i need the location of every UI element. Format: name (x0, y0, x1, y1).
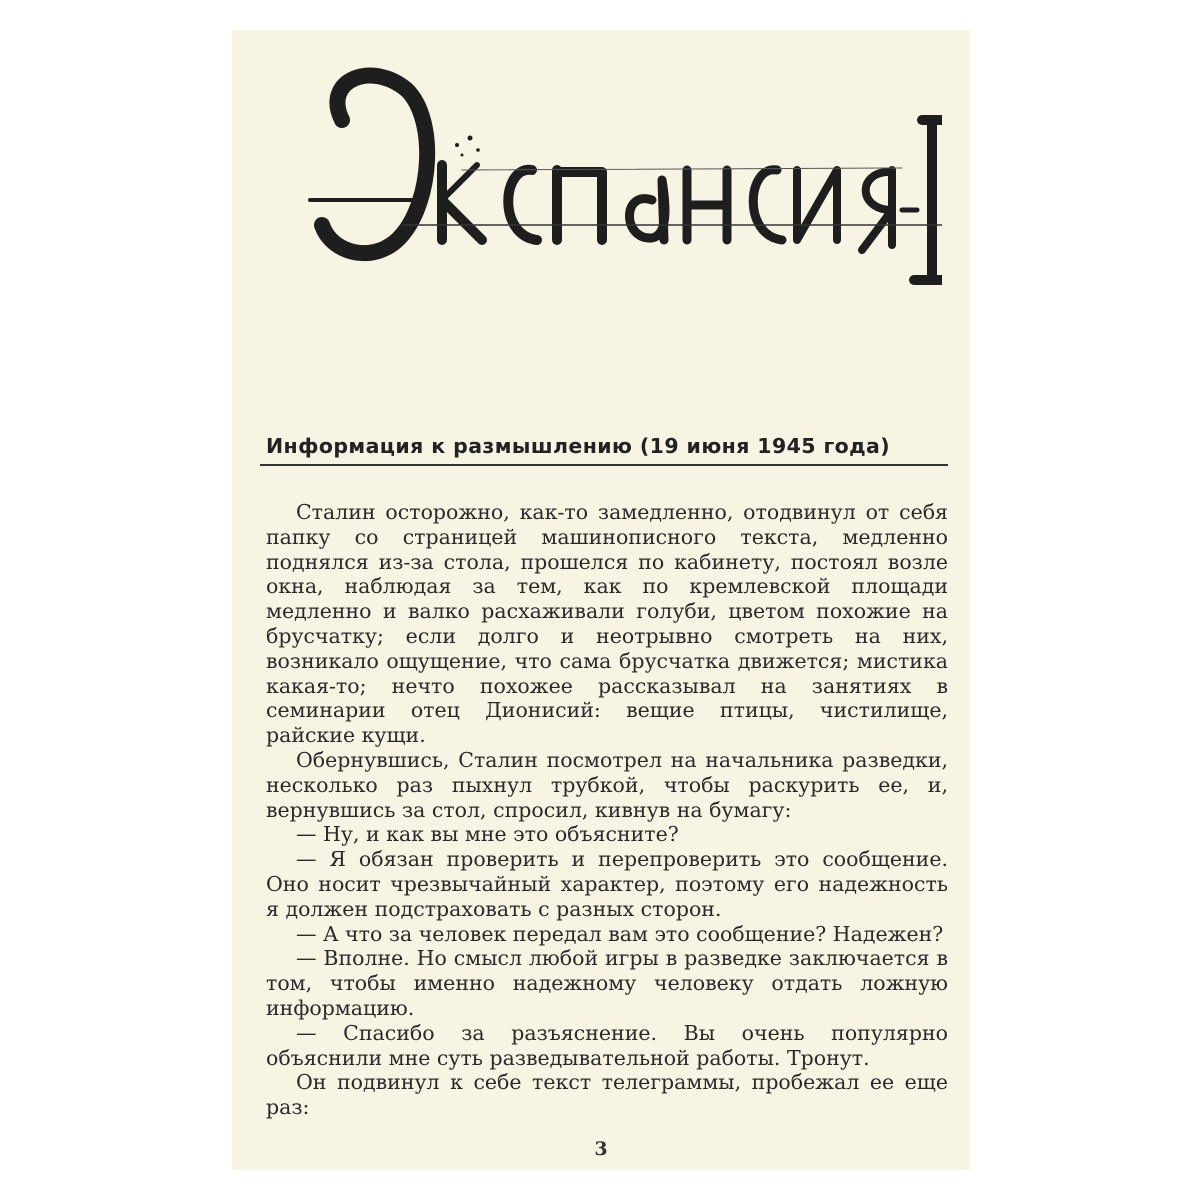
paragraph: — А что за человек передал вам это сообщение? Надежен? (296, 921, 944, 946)
paragraph: — Вполне. Но смысл любой игры в разведке заключается в том, чтобы именно надежному человеку отдать ложную информацию. (266, 946, 948, 1020)
heading-rule (260, 464, 948, 466)
book-page (232, 30, 970, 1170)
page-number: 3 (594, 1138, 608, 1160)
paragraph: Сталин осторожно, как-то замедленно, отодвинул от себя папку со страницей машинописного текста, медленно поднялся из-за стола, прошелся по кабинету, постоял возле окна, наблюдая за тем, как по кремлевской площади медленно и валко расхаживали голуби, цветом похожие на брусчатку; если долго и неотрывно смотреть на них, возникало ощущение, что сама брусчатка движется; мистика какая-то; нечто похожее рассказывал на занятиях в семинарии отец Дионисий: вещие птицы, чистилище, райские кущи. (266, 500, 948, 748)
paragraph: — Я обязан проверить и перепроверить это сообщение. Оно носит чрезвычайный характер, поэтому его надежность я должен подстраховать с разных сторон. (266, 847, 948, 921)
paragraph: — Спасибо за разъяснение. Вы очень популярно объяснили мне суть разведывательной работы. Тронут. (266, 1020, 948, 1070)
paragraph: Он подвинул к себе текст телеграммы, пробежал ее еще раз: (266, 1070, 948, 1120)
section-heading: Информация к размышлению (19 июня 1945 года) (266, 434, 891, 458)
paragraph: Обернувшись, Сталин посмотрел на начальника разведки, несколько раз пыхнул трубкой, чтобы раскурить ее, и, вернувшись за стол, спросил, кивнув на бумагу: (266, 747, 948, 822)
paragraph: — Ну, и как вы мне это объясните? (296, 822, 679, 847)
calligraphic-title-image (302, 50, 942, 300)
body-text (266, 500, 948, 1120)
